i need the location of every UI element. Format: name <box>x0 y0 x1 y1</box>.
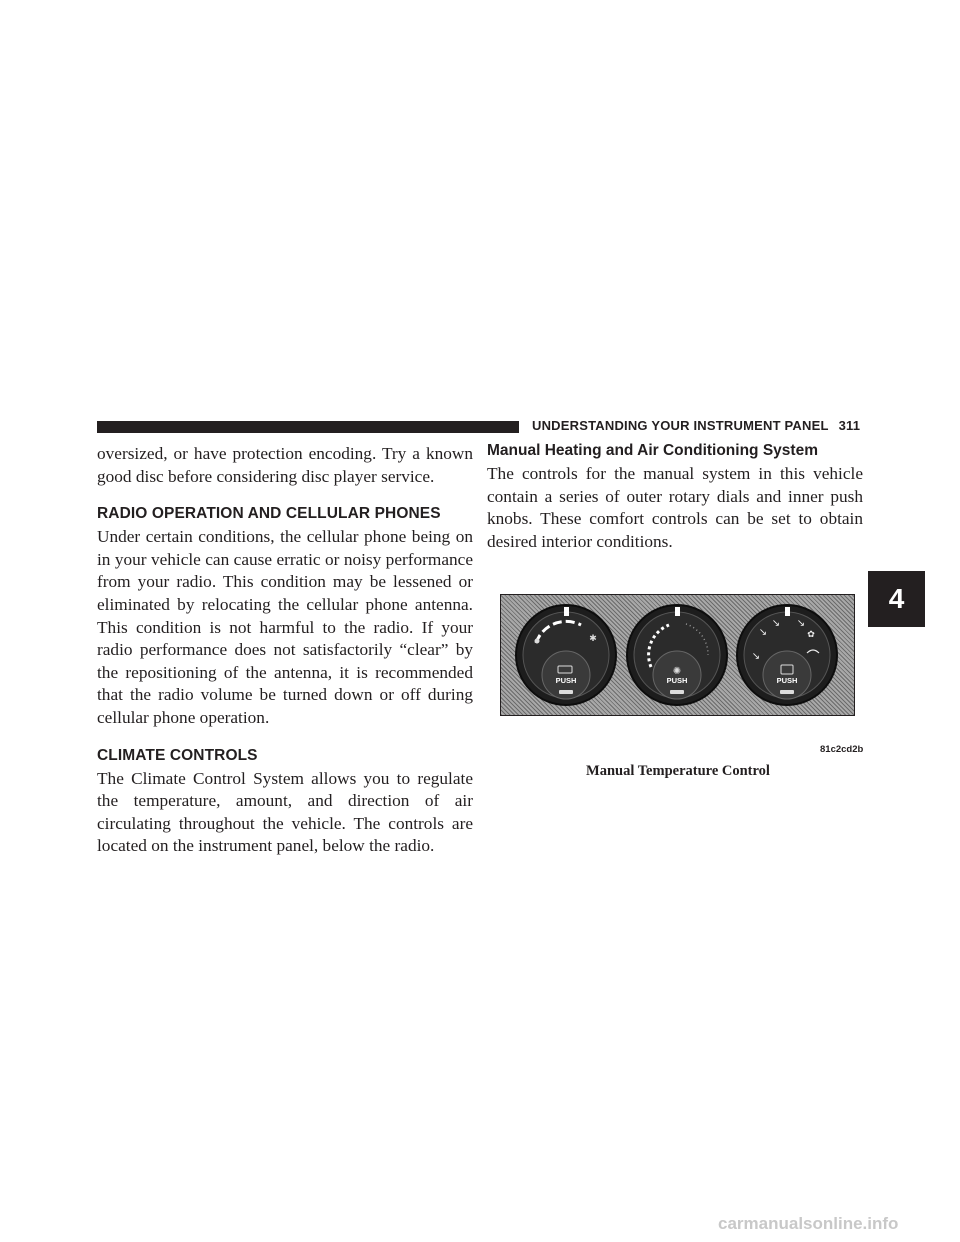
svg-text:✱: ✱ <box>589 634 597 644</box>
climate-dials-illustration <box>501 595 853 714</box>
mode-dial <box>737 605 837 705</box>
knob-push-label-3: PUSH <box>776 676 798 685</box>
knob-push-label-1: PUSH <box>555 676 577 685</box>
knob-push-label-2: PUSH <box>666 676 688 685</box>
watermark: carmanualsonline.info <box>718 1214 899 1233</box>
right-column <box>487 440 863 553</box>
manual-hvac-paragraph: The controls for the manual system in this vehicle contain a series of outer rotary dials and inner push knobs. These comfort controls can be set to obtain desired interior conditions. <box>487 464 863 551</box>
intro-paragraph: oversized, or have protection encoding. Try a known good disc before considering disc player service. <box>97 444 473 486</box>
temperature-dial <box>516 605 616 705</box>
section-tab: 4 <box>868 571 925 627</box>
svg-text:↘: ↘ <box>758 627 768 638</box>
svg-text:✺: ✺ <box>672 666 682 677</box>
svg-text:↘: ↘ <box>771 618 781 629</box>
fan-speed-dial <box>627 605 727 705</box>
climate-control-figure <box>500 594 855 716</box>
left-column <box>97 443 473 858</box>
svg-text:↘: ↘ <box>751 651 761 662</box>
svg-text:✿: ✿ <box>807 630 815 640</box>
header-rule <box>97 421 519 433</box>
manual-hvac-heading: Manual Heating and Air Conditioning System <box>487 442 818 459</box>
running-header <box>532 418 860 433</box>
svg-text:↘: ↘ <box>796 618 806 629</box>
radio-heading: RADIO OPERATION AND CELLULAR PHONES <box>97 505 441 523</box>
figure-caption: Manual Temperature Control <box>586 763 770 779</box>
page-number: 311 <box>838 418 861 433</box>
climate-heading: CLIMATE CONTROLS <box>97 746 258 764</box>
figure-code: 81c2cd2b <box>820 744 864 755</box>
section-title: UNDERSTANDING YOUR INSTRUMENT PANEL <box>532 418 829 433</box>
climate-paragraph: The Climate Control System allows you to regulate the temperature, amount, and direction of air circulating throughout the vehicle. The controls are located on the instrument panel, below the radio. <box>97 768 473 856</box>
radio-paragraph: Under certain conditions, the cellular phone being on in your vehicle can cause erratic or noisy performance from your radio. This condition may be lessened or eliminated by relocating the cellular phone antenna. This condition is not harmful to the radio. If your radio performance does not satisfactorily “clear” by the repositioning of the antenna, it is recommended that the radio volume be turned down or off during cellular phone operation. <box>97 527 473 727</box>
